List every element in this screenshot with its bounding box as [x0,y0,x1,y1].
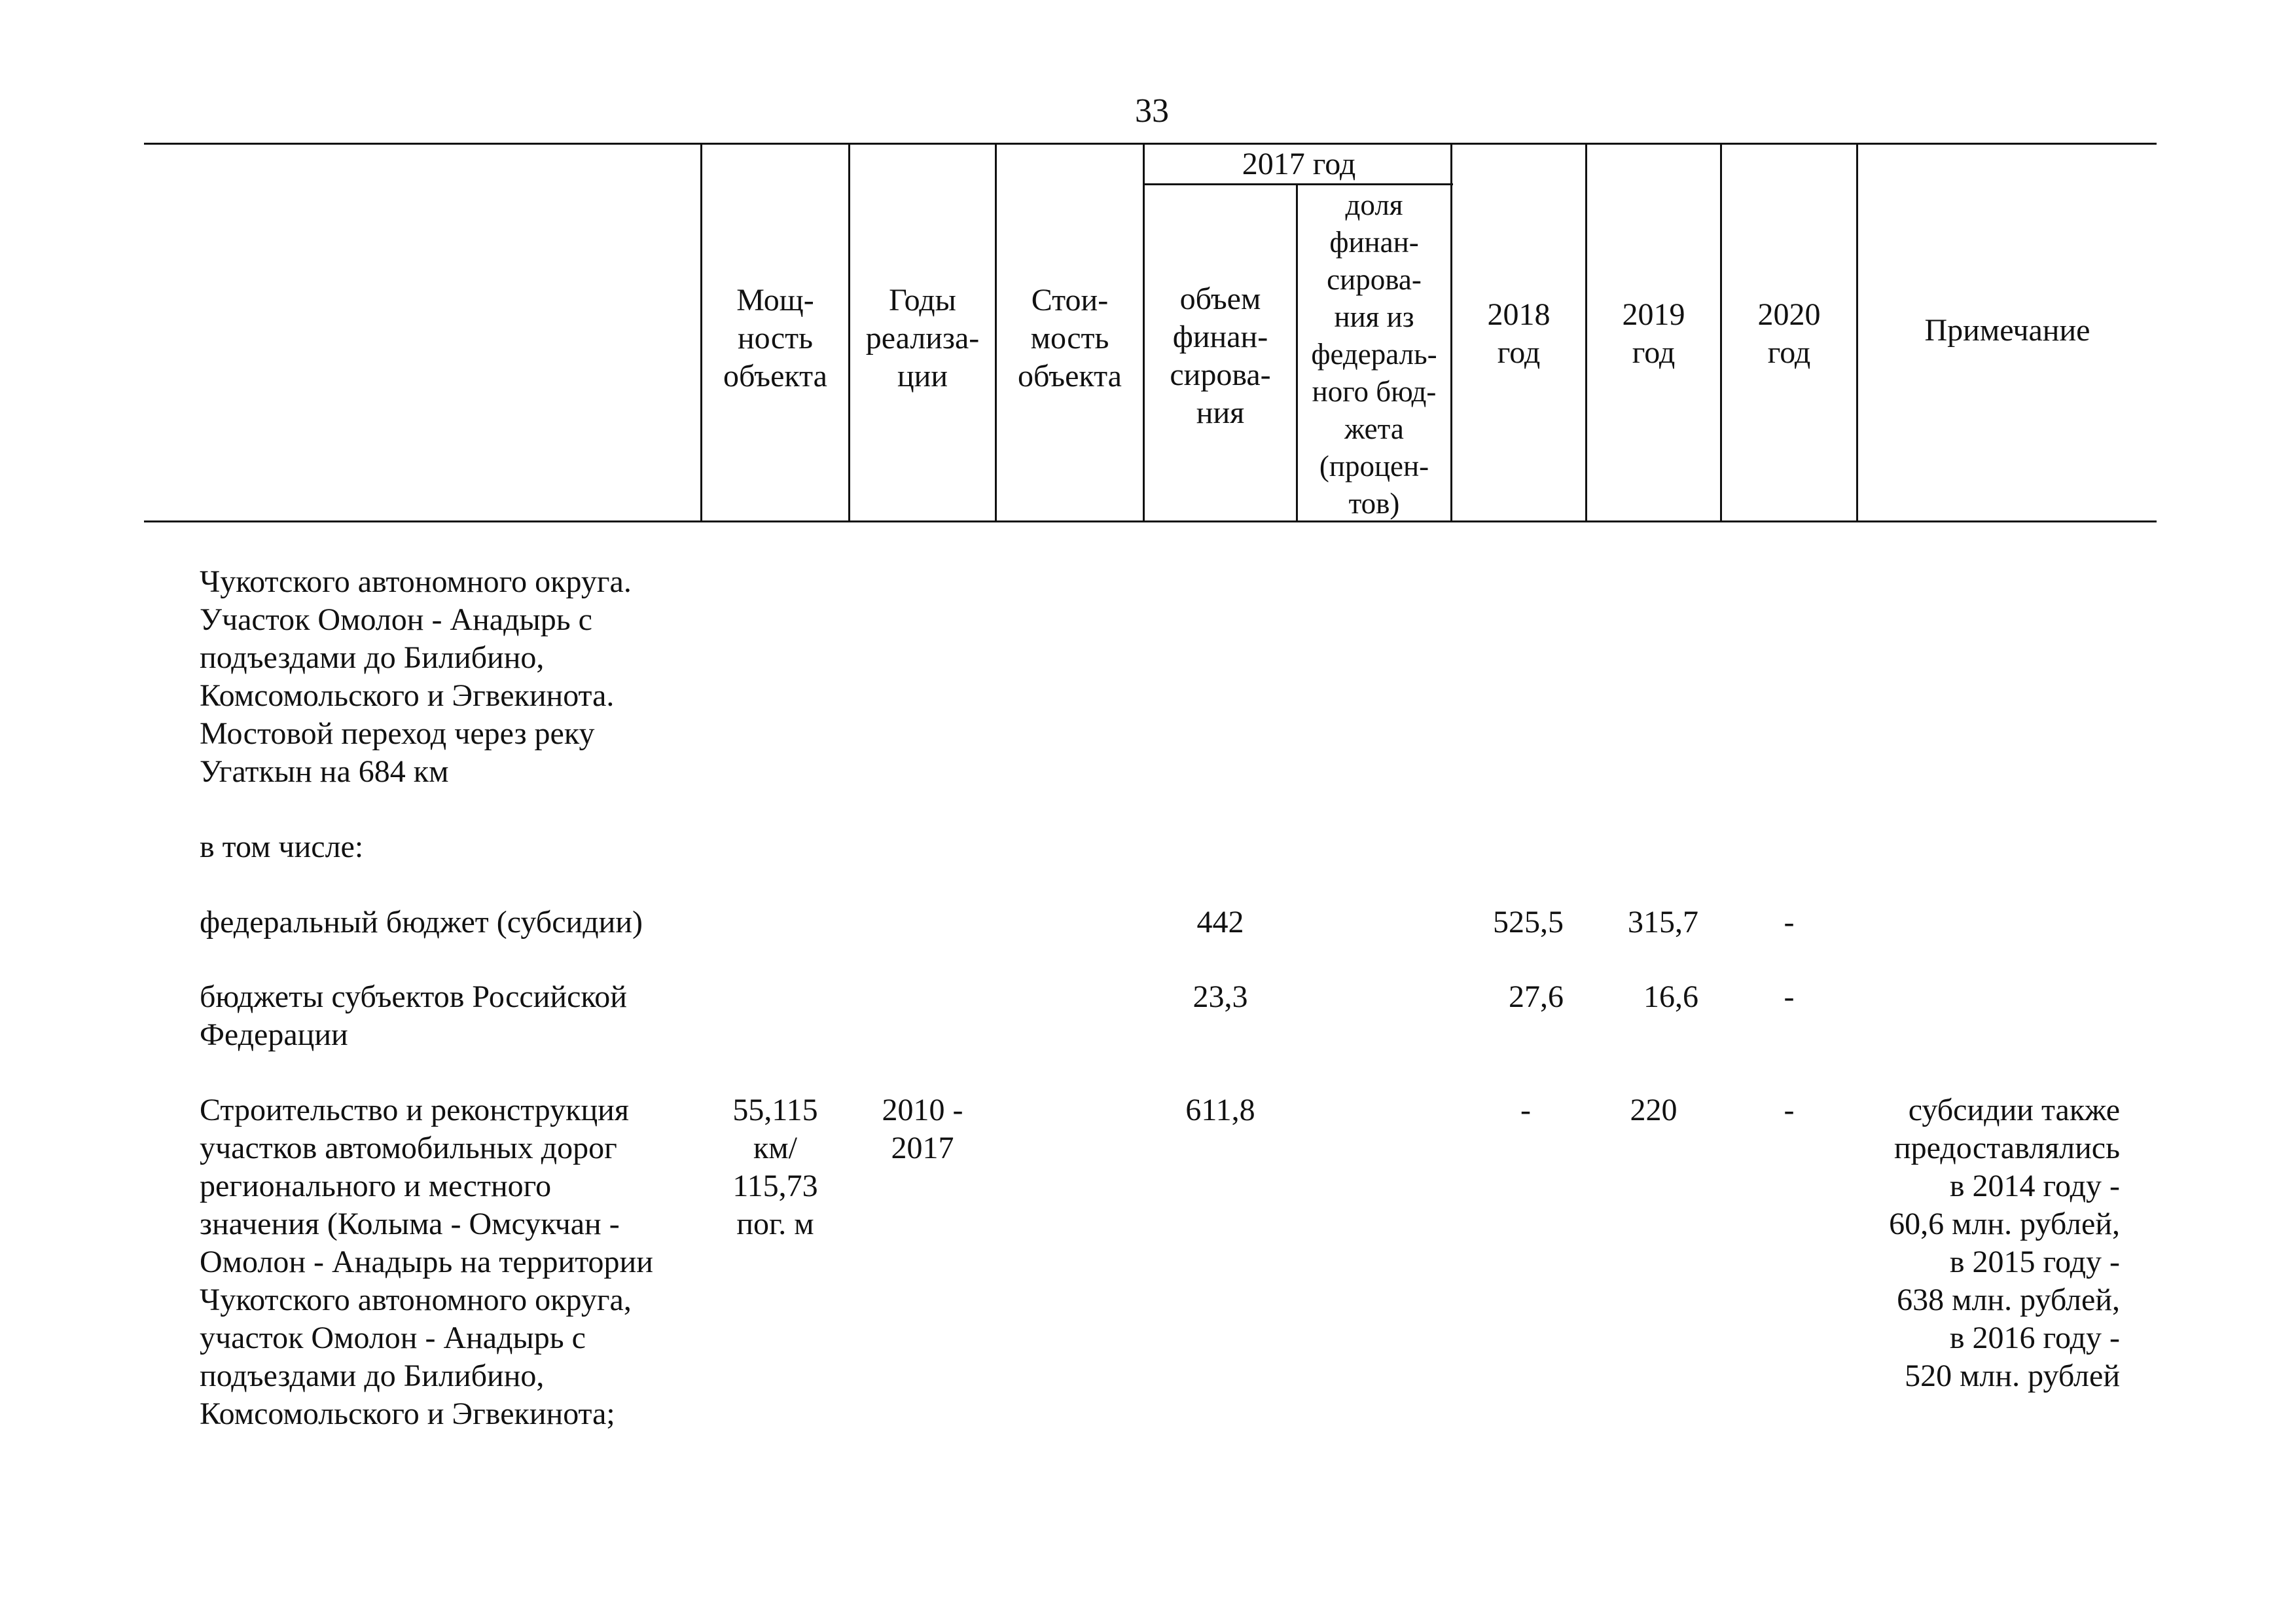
construction-years: 2010 - 2017 [882,1093,963,1165]
construction-2018: - [1520,1093,1531,1127]
construction-capacity: 55,115 км/ 115,73 пог. м [732,1093,818,1241]
construction-2017-volume: 611,8 [1185,1093,1255,1127]
header-years: Годы реализа- ции [865,283,980,393]
including-label: в том числе: [200,830,364,864]
regional-2020: - [1784,979,1795,1014]
page-number: 33 [1135,92,1169,130]
group-2017-divider [1143,183,1453,185]
header-capacity: Мощ- ность объекта [723,283,827,393]
header-2018: 2018 год [1487,297,1551,370]
regional-budget-label: бюджеты субъектов Российской Федерации [200,979,627,1052]
header-group-2017: 2017 год [1242,147,1356,181]
table-top-border [144,143,2157,145]
object-continuation-text: Чукотского автономного округа. Участок Омолон - Анадырь с подъездами до Билибино, Комсомольского и Эгвекинота. Мостовой переход через реку Угаткын на 684 км [200,564,632,789]
header-2017-share: доля финан- сирова- ния из федераль- ного бюд- жета (процен- тов) [1311,189,1437,520]
header-2019: 2019 год [1622,297,1685,370]
construction-note: субсидии также предоставлялись в 2014 году - 60,6 млн. рублей, в 2015 году - 638 млн. рублей, в 2016 году - 520 млн. рублей [1889,1093,2120,1393]
table-header-bottom-border [144,520,2157,522]
header-2020: 2020 год [1757,297,1821,370]
regional-2018: 27,6 [1509,979,1564,1014]
construction-2020: - [1784,1093,1795,1127]
federal-budget-label: федеральный бюджет (субсидии) [200,905,643,939]
construction-2019: 220 [1630,1093,1677,1127]
federal-2019: 315,7 [1628,905,1698,939]
header-cost: Стои- мость объекта [1018,283,1122,393]
regional-2017-volume: 23,3 [1193,979,1248,1014]
header-2017-volume: объем финан- сирова- ния [1170,282,1271,430]
federal-2018: 525,5 [1493,905,1564,939]
regional-2019: 16,6 [1643,979,1698,1014]
federal-2017-volume: 442 [1196,905,1244,939]
construction-label: Строительство и реконструкция участков автомобильных дорог регионального и местного значения (Колыма - Омсукчан - Омолон - Анадырь на территории Чукотского автономного округа, участок Омолон - Анадырь с подъездами до Билибино, Комсомольского и Эгвекинота; [200,1093,653,1431]
federal-2020: - [1784,905,1795,939]
header-note: Примечание [1924,313,2090,348]
